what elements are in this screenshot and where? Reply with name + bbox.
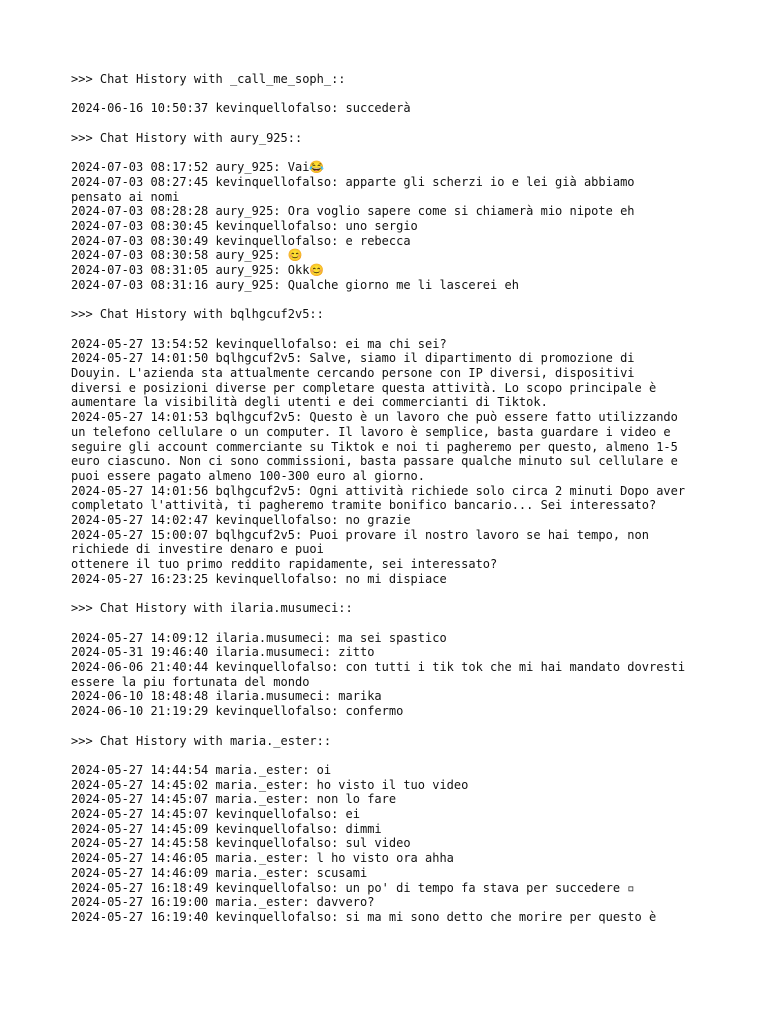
chat-section-header: >>> Chat History with _call_me_soph_:: xyxy=(71,72,346,86)
chat-section xyxy=(71,72,691,116)
chat-section xyxy=(71,601,691,719)
chat-message-line: 2024-05-27 16:18:49 kevinquellofalso: un po' di tempo fa stava per succedere ▫ xyxy=(71,880,635,895)
chat-section xyxy=(71,734,691,925)
chat-section xyxy=(71,307,691,586)
chat-message-line: 2024-05-27 14:46:05 maria._ester: l ho visto ora ahha xyxy=(71,851,454,866)
chat-message-line: 2024-06-16 10:50:37 kevinquellofalso: succederà xyxy=(71,101,411,116)
chat-section-header: >>> Chat History with aury_925:: xyxy=(71,130,303,145)
chat-section xyxy=(71,131,691,293)
chat-message-line: 2024-07-03 08:17:52 aury_925: Vai😂 xyxy=(71,160,325,175)
chat-message-line: 2024-05-27 14:45:09 kevinquellofalso: dimmi xyxy=(71,821,382,836)
section-spacer xyxy=(71,616,691,631)
section-spacer xyxy=(71,87,691,102)
chat-message-line: 2024-05-27 16:19:00 maria._ester: davvero? xyxy=(71,895,375,910)
chat-message-line: 2024-05-27 14:01:50 bqlhgcuf2v5: Salve, siamo il dipartimento di promozione di Douyin. L'azienda sta attualmente cercando persone con IP diversi, dispositivi diversi e posizioni diverse per completare questa attività. Lo scopo principale è aumentare la visibilità degli utenti e dei commercianti di Tiktok. xyxy=(71,351,664,410)
chat-section-header: >>> Chat History with ilaria.musumeci:: xyxy=(71,601,353,616)
chat-message-line: 2024-05-27 14:45:07 kevinquellofalso: ei xyxy=(71,807,360,822)
chat-message-line: 2024-05-27 16:23:25 kevinquellofalso: no mi dispiace xyxy=(71,571,447,586)
chat-message-line: 2024-05-27 14:44:54 maria._ester: oi xyxy=(71,762,332,777)
chat-message-line: 2024-05-27 14:45:07 maria._ester: non lo fare xyxy=(71,792,397,807)
chat-message-line: 2024-07-03 08:27:45 kevinquellofalso: apparte gli scherzi io e lei già abbiamo pensato ai nomi xyxy=(71,174,642,204)
chat-message-line: 2024-06-10 18:48:48 ilaria.musumeci: marika xyxy=(71,689,382,704)
section-spacer xyxy=(71,145,691,160)
chat-section-header: >>> Chat History with bqlhgcuf2v5:: xyxy=(71,307,324,322)
chat-message-line: 2024-05-27 14:46:09 maria._ester: scusami xyxy=(71,865,368,880)
chat-message-line: 2024-05-27 14:01:53 bqlhgcuf2v5: Questo è un lavoro che può essere fatto utilizzando un telefono cellulare o un computer. Il lavoro è semplice, basta guardare i video e seguire gli account commerciante su Tiktok e noi ti pagheremo per questo, almeno 1-5 euro ciascuno. Non ci sono commissioni, basta passare qualche minuto sul cellulare e puoi essere pagato almeno 100-300 euro al giorno. xyxy=(71,410,686,483)
chat-message-line: 2024-07-03 08:31:05 aury_925: Okk😊 xyxy=(71,263,325,278)
chat-message-line: 2024-07-03 08:28:28 aury_925: Ora voglio sapere come si chiamerà mio nipote eh xyxy=(71,204,635,219)
chat-message-line: 2024-05-27 14:01:56 bqlhgcuf2v5: Ogni attività richiede solo circa 2 minuti Dopo aver completato l'attività, ti pagheremo tramite bonifico bancario... Sei interessato? xyxy=(71,483,693,513)
chat-message-line: 2024-05-27 16:19:40 kevinquellofalso: si ma mi sono detto che morire per questo è xyxy=(71,909,657,924)
chat-section-header: >>> Chat History with maria._ester:: xyxy=(71,733,332,748)
chat-message-line: 2024-05-27 15:00:07 bqlhgcuf2v5: Puoi provare il nostro lavoro se hai tempo, non richiede di investire denaro e puoi ottenere il tuo primo reddito rapidamente, sei interessato? xyxy=(71,527,649,572)
section-spacer xyxy=(71,322,691,337)
chat-message-line: 2024-05-27 13:54:52 kevinquellofalso: ei ma chi sei? xyxy=(71,336,447,351)
chat-message-line: 2024-05-27 14:45:58 kevinquellofalso: sul video xyxy=(71,836,411,851)
chat-message-line: 2024-06-06 21:40:44 kevinquellofalso: con tutti i tik tok che mi hai mandato dovresti essere la piu fortunata del mondo xyxy=(71,660,693,689)
chat-message-line: 2024-07-03 08:30:58 aury_925: 😊 xyxy=(71,248,303,263)
chat-message-line: 2024-05-27 14:45:02 maria._ester: ho visto il tuo video xyxy=(71,777,469,792)
chat-message-line: 2024-07-03 08:31:16 aury_925: Qualche giorno me li lascerei eh xyxy=(71,277,519,292)
section-spacer xyxy=(71,748,691,763)
chat-message-line: 2024-07-03 08:30:45 kevinquellofalso: uno sergio xyxy=(71,218,418,233)
chat-message-line: 2024-07-03 08:30:49 kevinquellofalso: e rebecca xyxy=(71,233,411,248)
chat-message-line: 2024-05-27 14:02:47 kevinquellofalso: no grazie xyxy=(71,513,411,528)
chat-message-line: 2024-05-31 19:46:40 ilaria.musumeci: zitto xyxy=(71,645,375,660)
chat-message-line: 2024-05-27 14:09:12 ilaria.musumeci: ma sei spastico xyxy=(71,630,447,645)
chat-history-document xyxy=(71,72,691,925)
chat-message-line: 2024-06-10 21:19:29 kevinquellofalso: confermo xyxy=(71,704,404,719)
